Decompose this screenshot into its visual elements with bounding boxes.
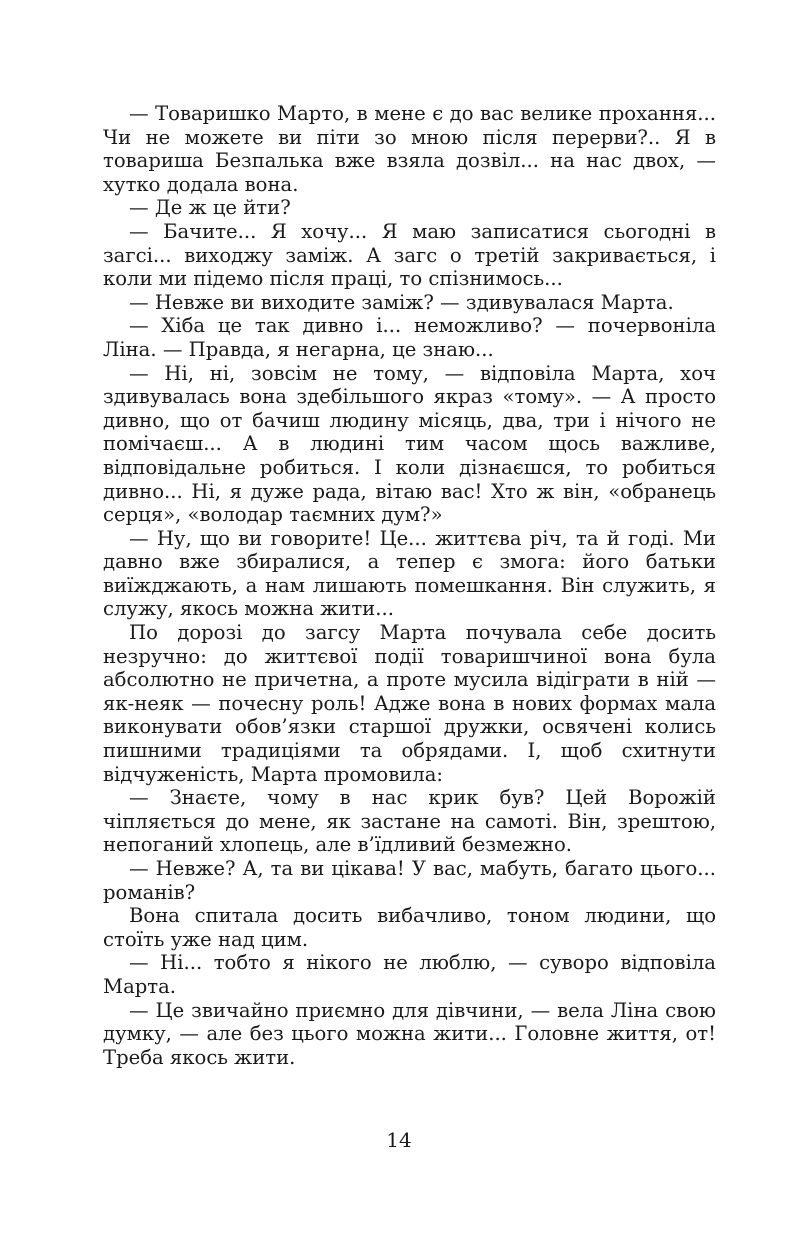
paragraph: По дорозі до загсу Марта почувала себе досить незручно: до життєвої події товаришчиної вона була абсолютно не причетна, а проте мусила відіграти в ній — як-неяк — почесну роль! Адже вона в нових формах мала виконувати обов’язки старшої дружки, освячені колись пишними традиціями та обрядами. І, щоб схитнути відчуженість, Марта промовила: <box>103 621 716 786</box>
paragraph: — Ні, ні, зовсім не тому, — відповіла Марта, хоч здивувалась вона здебільшого якраз «тому». — А просто дивно, що от бачиш людину місяць, два, три і нічого не помічаєш... А в людині тим часом щось важливе, відповідальне робиться. І коли дізнаєшся, то робиться дивно... Ні, я дуже рада, вітаю вас! Хто ж він, «обранець серця», «володар таємних дум?» <box>103 361 716 527</box>
paragraph: — Де ж це йти? <box>129 196 291 220</box>
paragraph: — Хіба це так дивно і... неможливо? — почервоніла Ліна. — Правда, я негарна, це знаю... <box>103 314 716 361</box>
paragraph: — Невже? А, та ви цікава! У вас, мабуть, багато цього... романів? <box>103 857 716 904</box>
paragraph: — Товаришко Марто, в мене є до вас велике прохання... Чи не можете ви піти зо мною після перерви?.. Я в товариша Безпалька вже взяла дозвіл... на нас двох, — хутко додала вона. <box>103 102 716 196</box>
page-text-column <box>103 102 716 1069</box>
paragraph: — Невже ви виходите заміж? — здивувалася Марта. <box>129 290 674 314</box>
page-number: 14 <box>386 1128 412 1152</box>
paragraph: — Це звичайно приємно для дівчини, — вела Ліна свою думку, — але без цього можна жити... Головне життя, от! Треба якось жити. <box>103 998 716 1069</box>
paragraph: — Бачите... Я хочу... Я маю записатися сьогодні в загсі... виходжу заміж. А загс о третій закривається, і коли ми підемо після праці, то спізнимось... <box>103 219 716 291</box>
paragraph: Вона спитала досить вибачливо, тоном людини, що стоїть уже над цим. <box>103 904 716 951</box>
paragraph: — Ну, що ви говорите! Це... життєва річ, та й годі. Ми давно вже збиралися, а тепер є змога: його батьки виїжджають, а нам лишають помешкання. Він служить, я служу, якось можна жити... <box>103 526 716 621</box>
paragraph: — Знаєте, чому в нас крик був? Цей Ворожій чіпляється до мене, як застане на самоті. Він, зрештою, непоганий хлопець, але в’їдливий безмежно. <box>103 786 716 857</box>
paragraph: — Ні... тобто я нікого не люблю, — суворо відповіла Марта. <box>103 951 716 998</box>
